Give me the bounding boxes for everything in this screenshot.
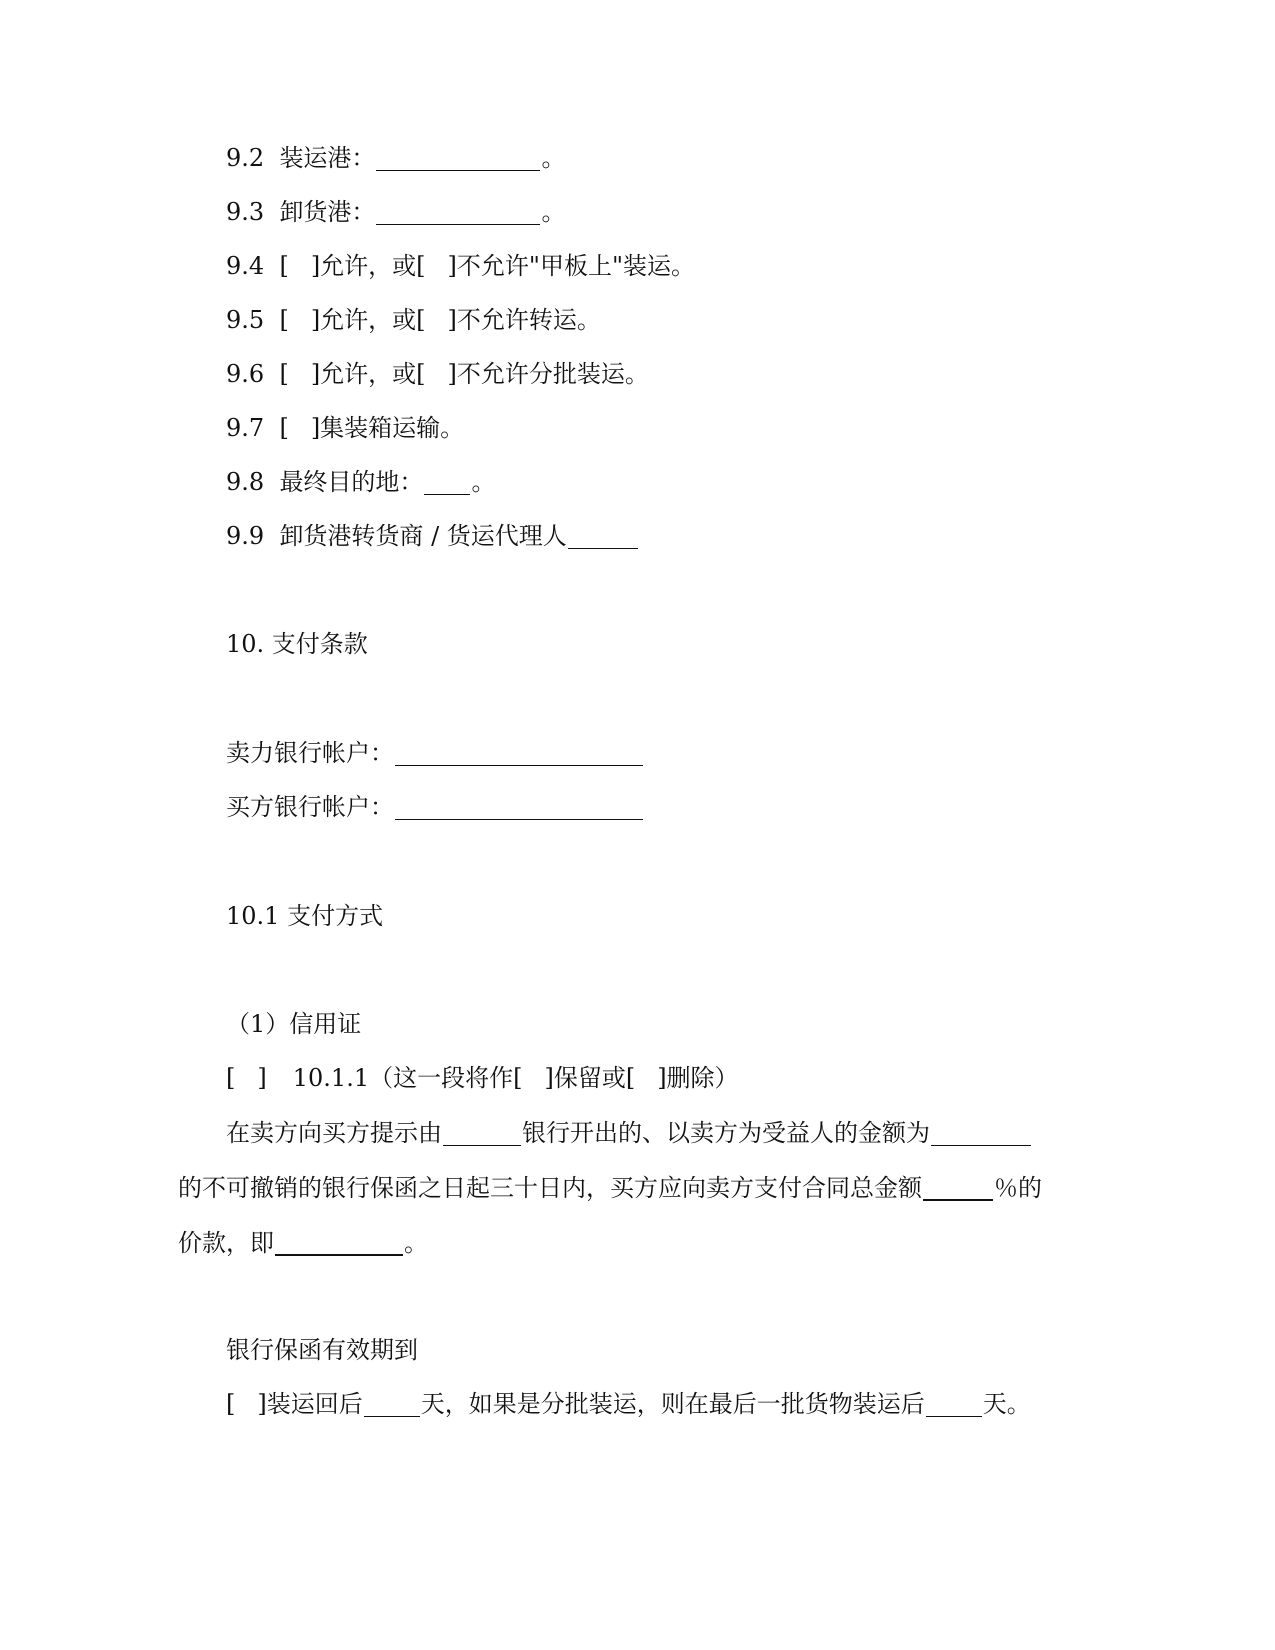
buyer-account-label: 买方银行帐户： (226, 793, 394, 821)
clause-number: 9.3 (226, 198, 265, 226)
clause-number: 9.7 (226, 414, 265, 442)
guarantee-amount-field[interactable] (931, 1121, 1031, 1146)
blank-field[interactable] (568, 524, 638, 549)
checkbox-open[interactable]: [ (226, 1390, 236, 1418)
clause-end: 。 (471, 468, 496, 496)
paragraph-text: 在卖方向买方提示由 (226, 1119, 442, 1147)
clause-end: 。 (541, 144, 566, 172)
clause-keep: ]保留或[ (544, 1064, 636, 1092)
section-title: 10.1 支付方式 (226, 902, 384, 930)
blank-field[interactable] (424, 470, 470, 495)
clause-text: ]不允许转运。 (447, 306, 601, 334)
section-10-1-heading (226, 900, 383, 932)
paragraph-text: 天。 (982, 1390, 1031, 1418)
blank-field[interactable] (376, 200, 540, 225)
checkbox-open[interactable]: [ (279, 360, 289, 388)
clause-number: 9.2 (226, 144, 265, 172)
paragraph-line-1 (226, 1117, 1032, 1149)
paragraph-line-2 (178, 1172, 1042, 1204)
paragraph-text: 。 (404, 1229, 428, 1257)
clause-label: 卸货港： (279, 198, 376, 226)
guarantee-validity-heading (226, 1334, 418, 1366)
paragraph-text: 的不可撤销的银行保函之日起三十日内，买方应向卖方支付合同总金额 (178, 1174, 922, 1202)
clause-end: 。 (541, 198, 566, 226)
clause-10-1-1 (226, 1062, 739, 1094)
blank-field[interactable] (376, 146, 540, 171)
clause-text: ]允许，或[ (310, 360, 426, 388)
clause-9-3 (226, 196, 565, 228)
bank-name-field[interactable] (443, 1121, 521, 1146)
clause-9-8 (226, 466, 495, 498)
subsection-title: 银行保函有效期到 (226, 1336, 418, 1364)
paragraph-text: 天，如果是分批装运，则在最后一批货物装运后 (420, 1390, 925, 1418)
checkbox-open[interactable]: [ (226, 1064, 236, 1092)
section-title: 10. 支付条款 (226, 630, 368, 658)
checkbox-open[interactable]: [ (279, 306, 289, 334)
paragraph-text: 银行开出的、以卖方为受益人的金额为 (522, 1119, 930, 1147)
clause-text: ]不允许"甲板上"装运。 (447, 252, 695, 280)
clause-number: 9.8 (226, 468, 265, 496)
paragraph-text: ]装运回后 (257, 1390, 363, 1418)
clause-label: 卸货港转货商 / 货运代理人 (279, 522, 567, 550)
clause-text: ]不允许分批装运。 (447, 360, 649, 388)
clause-9-2 (226, 142, 565, 174)
paragraph-line-3 (178, 1227, 428, 1259)
clause-9-9 (226, 520, 639, 552)
seller-account-line (226, 737, 644, 769)
seller-account-label: 卖力银行帐户： (226, 739, 394, 767)
section-10-heading (226, 628, 368, 660)
paragraph-text: ％的 (994, 1174, 1042, 1202)
clause-label: 最终目的地： (279, 468, 424, 496)
buyer-account-line (226, 791, 644, 823)
checkbox-close: ] (257, 1064, 267, 1092)
subsection-title: （1）信用证 (226, 1010, 362, 1038)
clause-text: ]集装箱运输。 (310, 414, 465, 442)
clause-9-5 (226, 304, 601, 336)
clause-text: ]允许，或[ (310, 306, 426, 334)
percent-field[interactable] (923, 1175, 993, 1201)
clause-9-6 (226, 358, 649, 390)
checkbox-open[interactable]: [ (279, 252, 289, 280)
guarantee-validity-line (226, 1388, 1031, 1420)
clause-number: 9.5 (226, 306, 265, 334)
clause-number: 9.6 (226, 360, 265, 388)
clause-text: 10.1.1（这一段将作[ (292, 1064, 523, 1092)
buyer-account-field[interactable] (395, 795, 643, 820)
days-after-last-shipment-field[interactable] (926, 1392, 982, 1417)
letter-of-credit-heading (226, 1008, 361, 1040)
clause-number: 9.9 (226, 522, 265, 550)
clause-9-4 (226, 250, 695, 282)
days-after-shipment-field[interactable] (364, 1392, 420, 1417)
clause-delete: ]删除） (657, 1064, 739, 1092)
seller-account-field[interactable] (395, 741, 643, 766)
checkbox-open[interactable]: [ (279, 414, 289, 442)
clause-label: 装运港： (279, 144, 376, 172)
clause-9-7 (226, 412, 464, 444)
price-amount-field[interactable] (275, 1230, 403, 1256)
clause-number: 9.4 (226, 252, 265, 280)
clause-text: ]允许，或[ (310, 252, 426, 280)
paragraph-text: 价款，即 (178, 1229, 274, 1257)
